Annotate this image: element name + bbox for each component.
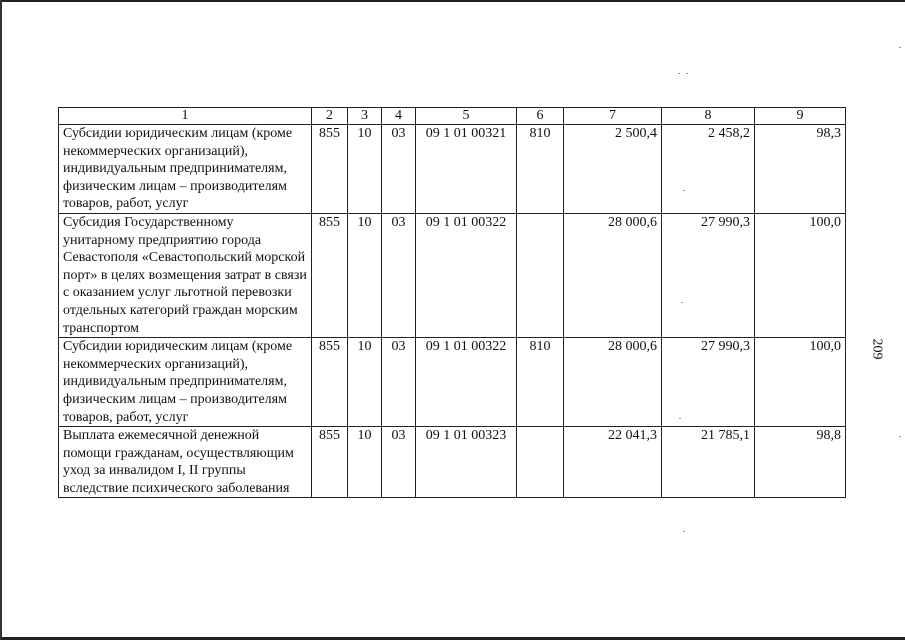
cell-executed: 27 990,3: [662, 338, 755, 427]
scan-top-edge: [0, 0, 905, 2]
cell-section: 10: [348, 338, 382, 427]
cell-subsection: 03: [382, 427, 416, 498]
cell-executed: 27 990,3: [662, 213, 755, 337]
table-row: [59, 125, 846, 214]
scan-speck: [679, 418, 681, 419]
column-number: 7: [564, 108, 662, 125]
row-name: Субсидии юридическим лицам (кроме некоммерческих организаций), индивидуальным предпринимателям, физическим лицам – производителям товаров, работ, услуг: [59, 338, 312, 427]
cell-planned: 28 000,6: [564, 213, 662, 337]
page-number: 209: [869, 338, 885, 360]
cell-executed: 2 458,2: [662, 125, 755, 214]
cell-ministry-code: 855: [312, 125, 348, 214]
cell-executed: 21 785,1: [662, 427, 755, 498]
cell-expense-type: [517, 213, 564, 337]
scan-speck: [899, 47, 901, 48]
scan-speck: [678, 73, 680, 74]
cell-ministry-code: 855: [312, 213, 348, 337]
cell-section: 10: [348, 213, 382, 337]
row-name: Субсидии юридическим лицам (кроме некоммерческих организаций), индивидуальным предпринимателям, физическим лицам – производителям товаров, работ, услуг: [59, 125, 312, 214]
cell-expense-type: 810: [517, 125, 564, 214]
column-number-row: [59, 108, 846, 125]
row-name: Выплата ежемесячной денежной помощи гражданам, осуществляющим уход за инвалидом I, II группы вследствие психического заболевания: [59, 427, 312, 498]
cell-subsection: 03: [382, 125, 416, 214]
row-name: Субсидия Государственному унитарному предприятию города Севастополя «Севастопольский морской порт» в целях возмещения затрат в связи с оказанием услуг льготной перевозки отдельных категорий граждан морским транспортом: [59, 213, 312, 337]
scan-left-edge: [0, 0, 2, 640]
cell-subsection: 03: [382, 213, 416, 337]
cell-target-article: 09 1 01 00323: [416, 427, 517, 498]
cell-target-article: 09 1 01 00322: [416, 338, 517, 427]
cell-planned: 22 041,3: [564, 427, 662, 498]
table-row: [59, 338, 846, 427]
scan-speck: [683, 531, 685, 532]
cell-subsection: 03: [382, 338, 416, 427]
column-number: 5: [416, 108, 517, 125]
budget-table: [58, 107, 846, 498]
column-number: 9: [755, 108, 846, 125]
scan-speck: [899, 436, 901, 437]
cell-section: 10: [348, 427, 382, 498]
cell-planned: 28 000,6: [564, 338, 662, 427]
cell-planned: 2 500,4: [564, 125, 662, 214]
cell-target-article: 09 1 01 00321: [416, 125, 517, 214]
scan-speck: [683, 190, 685, 191]
column-number: 3: [348, 108, 382, 125]
column-number: 8: [662, 108, 755, 125]
column-number: 4: [382, 108, 416, 125]
table-row: [59, 427, 846, 498]
column-number: 2: [312, 108, 348, 125]
scan-speck: [686, 73, 688, 74]
column-number: 6: [517, 108, 564, 125]
cell-section: 10: [348, 125, 382, 214]
cell-expense-type: [517, 427, 564, 498]
cell-percent: 98,8: [755, 427, 846, 498]
cell-percent: 98,3: [755, 125, 846, 214]
cell-ministry-code: 855: [312, 427, 348, 498]
cell-target-article: 09 1 01 00322: [416, 213, 517, 337]
cell-percent: 100,0: [755, 213, 846, 337]
cell-expense-type: 810: [517, 338, 564, 427]
table-row: [59, 213, 846, 337]
column-number: 1: [59, 108, 312, 125]
cell-percent: 100,0: [755, 338, 846, 427]
cell-ministry-code: 855: [312, 338, 348, 427]
scan-speck: [681, 302, 683, 303]
